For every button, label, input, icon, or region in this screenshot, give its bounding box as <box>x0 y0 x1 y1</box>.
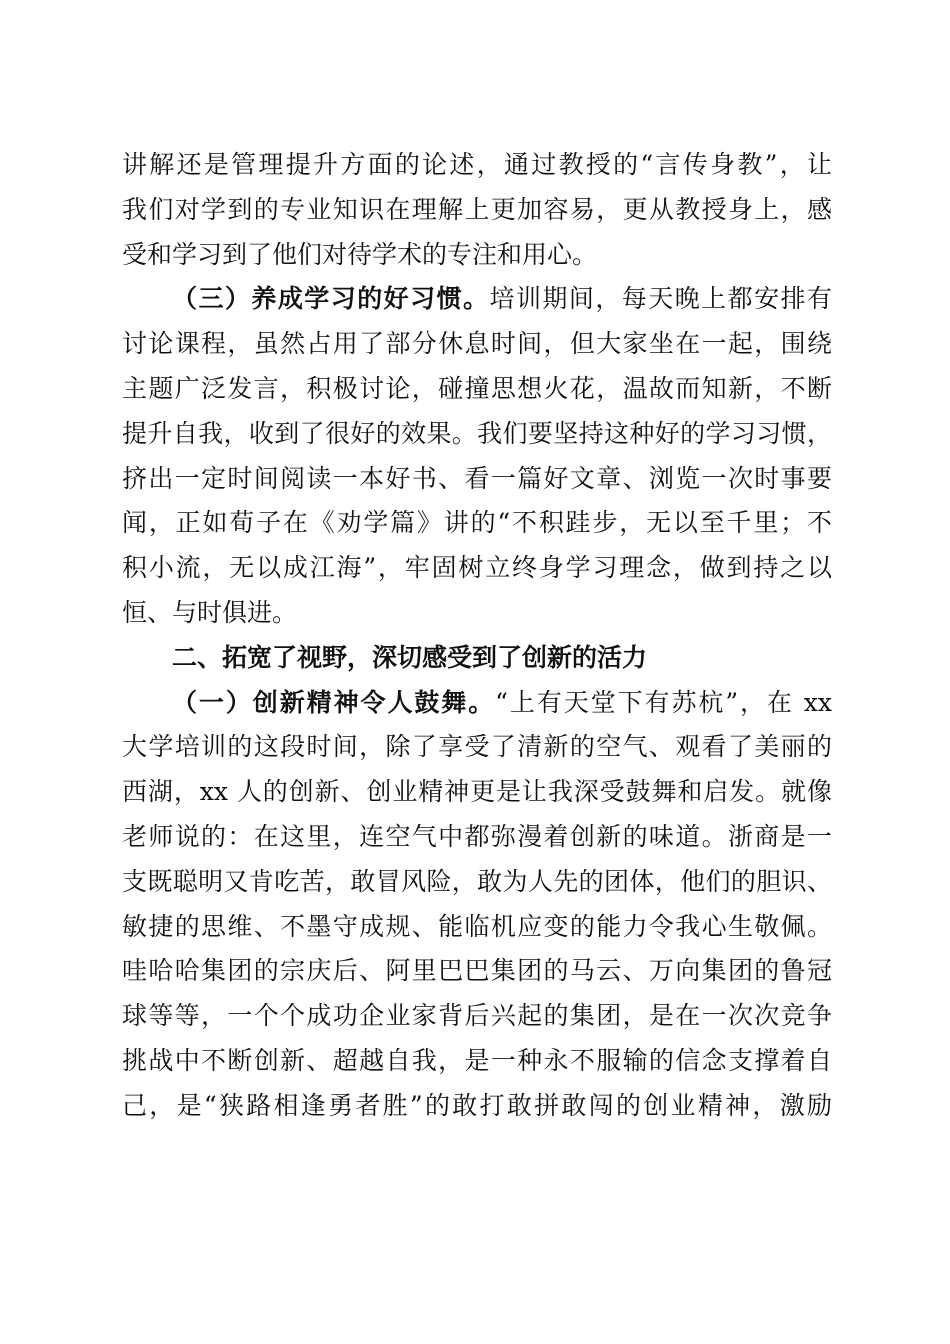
text-line: 球等等，一个个成功企业家背后兴起的集团，是在一次次竞争 <box>122 1001 832 1031</box>
section-heading: 二、拓宽了视野，深切感受到了创新的活力 <box>172 642 648 672</box>
text-line: 我们对学到的专业知识在理解上更加容易，更从教授身上，感 <box>122 194 832 224</box>
text-line: 讲解还是管理提升方面的论述，通过教授的“言传身教”，让 <box>122 150 832 179</box>
text-line: 大学培训的这段时间，除了享受了清新的空气、观看了美丽的 <box>122 732 832 762</box>
section-three-line: （三）养成学习的好习惯。培训期间，每天晚上都安排有 <box>172 284 832 314</box>
text-line: 主题广泛发言，积极讨论，碰撞思想火花，温故而知新，不断 <box>122 373 832 403</box>
text-line: 恒、与时俱进。 <box>122 597 298 627</box>
text-line: 受和学习到了他们对待学术的专注和用心。 <box>122 239 598 269</box>
text-line: 己，是“狭路相逢勇者胜”的敢打敢拼敢闯的创业精神，激励 <box>122 1090 832 1120</box>
text-line: 闻，正如荀子在《劝学篇》讲的“不积跬步，无以至千里；不 <box>122 508 832 538</box>
text-line: 积小流，无以成江海”，牢固树立终身学习理念，做到持之以 <box>122 553 832 583</box>
text-line: 挑战中不断创新、超越自我，是一种永不服输的信念支撑着自 <box>122 1045 832 1075</box>
text-line: 老师说的：在这里，连空气中都弥漫着创新的味道。浙商是一 <box>122 821 832 851</box>
text-line: 支既聪明又肯吃苦，敢冒风险，敢为人先的团体，他们的胆识、 <box>122 866 832 896</box>
subsection-title: （三）养成学习的好习惯。 <box>172 284 490 314</box>
text-line: 提升自我，收到了很好的效果。我们要坚持这种好的学习习惯， <box>122 418 832 448</box>
subsection-title: （一）创新精神令人鼓舞。 <box>172 687 496 717</box>
text-line: 哇哈哈集团的宗庆后、阿里巴巴集团的马云、万向集团的鲁冠 <box>122 956 832 986</box>
text-line: 西湖，xx 人的创新、创业精神更是让我深受鼓舞和启发。就像 <box>122 777 832 807</box>
section-one-line: （一）创新精神令人鼓舞。“上有天堂下有苏杭”，在 xx <box>172 687 832 717</box>
text-line: 敏捷的思维、不墨守成规、能临机应变的能力令我心生敬佩。 <box>122 911 832 941</box>
text-line: 讨论课程，虽然占用了部分休息时间，但大家坐在一起，围绕 <box>122 329 832 359</box>
text-line: 挤出一定时间阅读一本好书、看一篇好文章、浏览一次时事要 <box>122 463 832 493</box>
body-text <box>122 143 832 1129</box>
